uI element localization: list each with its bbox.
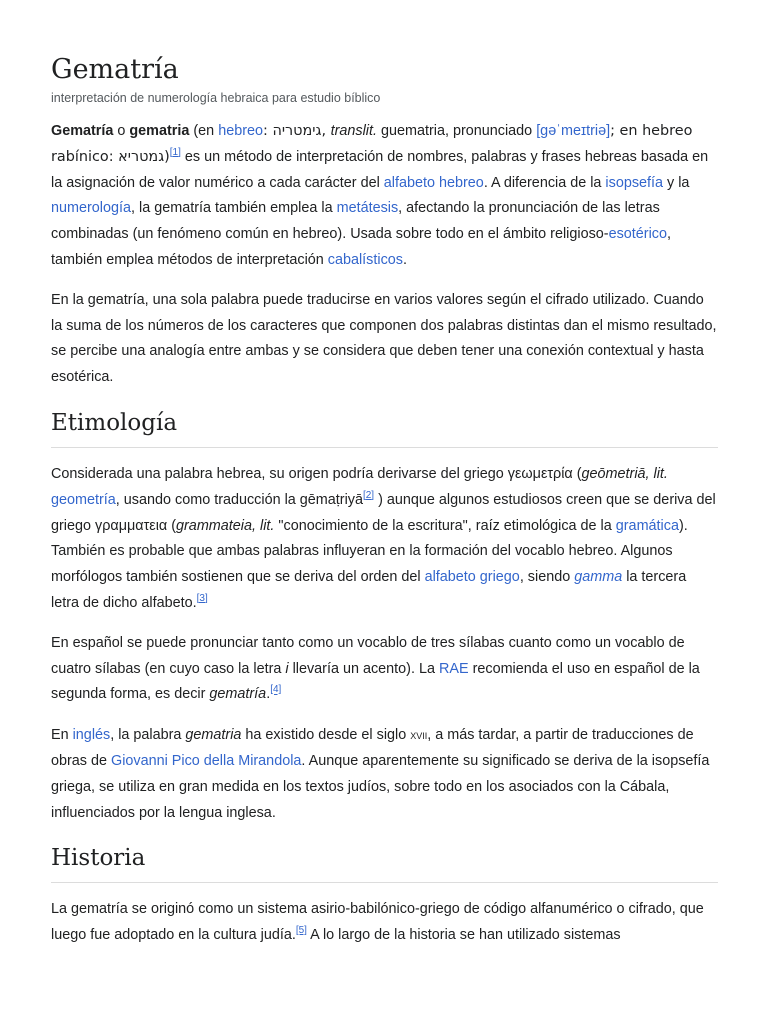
reference-link-5[interactable]: [5]	[295, 925, 307, 937]
historia-paragraph-1	[51, 897, 718, 949]
reference-2	[363, 490, 374, 501]
reference-link-4[interactable]: [4]	[270, 684, 282, 696]
page-title: Gematría	[51, 54, 179, 85]
text-run: ). También es probable que ambas palabras influyeran en la formación del vocablo hebreo. Algunos morfólogos también sostienen que se deriva del orden del	[51, 517, 688, 586]
reference-link-2[interactable]: [2]	[362, 489, 375, 501]
text-run: , la palabra	[110, 727, 186, 744]
text-run: .	[402, 252, 407, 269]
text-run: ) aunque algunos estudiosos creen que se deriva del griego γραμματεια (	[51, 491, 716, 534]
text-run: , también emplea métodos de interpretación	[51, 226, 671, 269]
term-bold: Gematría	[51, 123, 114, 140]
reference-link-1[interactable]: [1]	[169, 147, 181, 159]
text-run: y la	[663, 174, 690, 191]
intro-paragraph-1	[51, 119, 718, 274]
text-italic: gamma	[574, 569, 623, 586]
text-run: . Aunque aparentemente su significado se deriva de la isopsefía griega, se utiliza en gran medida en los textos judíos, sobre todo en los asociados con la Cábala, influenciados por la lengua inglesa.	[51, 752, 710, 821]
link-ingles[interactable]: inglés	[72, 727, 111, 744]
link-alfabeto-hebreo[interactable]: alfabeto hebreo	[383, 174, 484, 191]
link-rae[interactable]: RAE	[438, 660, 469, 677]
text-italic: translit.	[330, 123, 377, 140]
intro-paragraph-2: En la gematría, una sola palabra puede traducirse en varios valores según el cifrado utilizado. Cuando la suma de los números de los caracteres que componen dos palabras distintas dan el mismo resultado, se percibe una analogía entre ambas y se considera que deben tener una conexión contextual y hasta esotérica.	[51, 291, 717, 386]
text-run: (en	[189, 123, 219, 140]
link-pronunciation[interactable]: [ɡəˈmeɪtriə]	[536, 123, 611, 140]
text-run: "conocimiento de la escritura", raíz etimológica de la	[274, 517, 616, 534]
link-alfabeto-griego[interactable]: alfabeto griego	[424, 569, 520, 586]
text-run: , afectando la pronunciación de las letras combinadas (un fenómeno común en hebreo). Usada sobre todo en el ámbito religioso-	[51, 200, 660, 243]
link-gramatica[interactable]: gramática	[615, 517, 679, 534]
text-run: La gematría se originó como un sistema asirio-babilónico-griego de código alfanumérico o cifrado, que luego fue adoptado en la cultura judía.	[51, 901, 704, 943]
reference-3	[197, 593, 208, 604]
text-run: es un método de interpretación de nombres, palabras y frases hebreas basada en la asignación de valor numérico a cada carácter del	[51, 148, 709, 191]
page-subtitle: interpretación de numerología hebraica para estudio bíblico	[51, 91, 381, 106]
text-run: , siendo	[519, 569, 575, 586]
link-pico-della-mirandola[interactable]: Giovanni Pico della Mirandola	[111, 752, 302, 769]
link-isopsefia[interactable]: isopsefía	[605, 174, 664, 191]
text-run: , la gematría también emplea la	[131, 200, 337, 217]
term-bold: gematria	[129, 123, 190, 140]
section-heading-etimologia: Etimología	[51, 409, 718, 448]
century-smallcaps: xvii	[410, 727, 428, 743]
text-run: recomienda el uso en español de la segunda forma, es decir	[51, 660, 700, 703]
link-cabalisticos[interactable]: cabalísticos	[327, 252, 403, 269]
text-italic: grammateia, lit.	[176, 517, 275, 534]
text-run: guematria, pronunciado	[376, 123, 537, 140]
text-run: , a más tardar, a partir de traducciones de obras de	[51, 727, 694, 769]
text-run: : גימטריה,	[263, 123, 331, 140]
article-content	[51, 52, 718, 963]
text-run: llevaría un acento). La	[288, 660, 439, 677]
reference-1	[170, 147, 181, 158]
reference-4	[270, 685, 281, 696]
link-geometria[interactable]: geometría	[51, 491, 116, 508]
text-run: ; en hebreo rabínico: גמטריא)	[51, 123, 693, 165]
text-italic: gematria	[185, 727, 242, 744]
reference-link-3[interactable]: [3]	[196, 593, 208, 605]
text-italic: i	[285, 660, 289, 677]
link-numerologia[interactable]: numerología	[51, 200, 131, 217]
text-run: .	[266, 686, 271, 703]
text-run: ha existido desde el siglo	[241, 727, 411, 744]
link-metatesis[interactable]: metátesis	[336, 200, 399, 217]
text-run: , usando como traducción la gēmaṭriyā	[115, 491, 363, 508]
text-italic: gematría	[209, 686, 267, 703]
text-run: En español se puede pronunciar tanto como un vocablo de tres sílabas cuanto como un vocablo de cuatro sílabas (en cuyo caso la letra	[51, 634, 685, 677]
reference-5	[296, 925, 307, 936]
etimologia-paragraph-3	[51, 722, 718, 826]
link-gamma[interactable]	[574, 569, 622, 585]
text-run: Considerada una palabra hebrea, su origen podría derivarse del griego γεωμετρία (	[51, 465, 582, 482]
link-hebreo[interactable]: hebreo	[218, 123, 263, 140]
text-run: la tercera letra de dicho alfabeto.	[51, 569, 687, 611]
etimologia-paragraph-1	[51, 462, 718, 617]
text-run: En	[51, 727, 73, 744]
text-run: . A diferencia de la	[483, 174, 606, 191]
etimologia-paragraph-2	[51, 631, 718, 708]
text-run: o	[113, 123, 130, 140]
text-run: A lo largo de la historia se han utilizado sistemas	[306, 927, 621, 943]
text-italic: geōmetriā, lit.	[581, 465, 668, 482]
section-heading-historia: Historia	[51, 844, 718, 883]
link-esoterico[interactable]: esotérico	[608, 226, 667, 243]
